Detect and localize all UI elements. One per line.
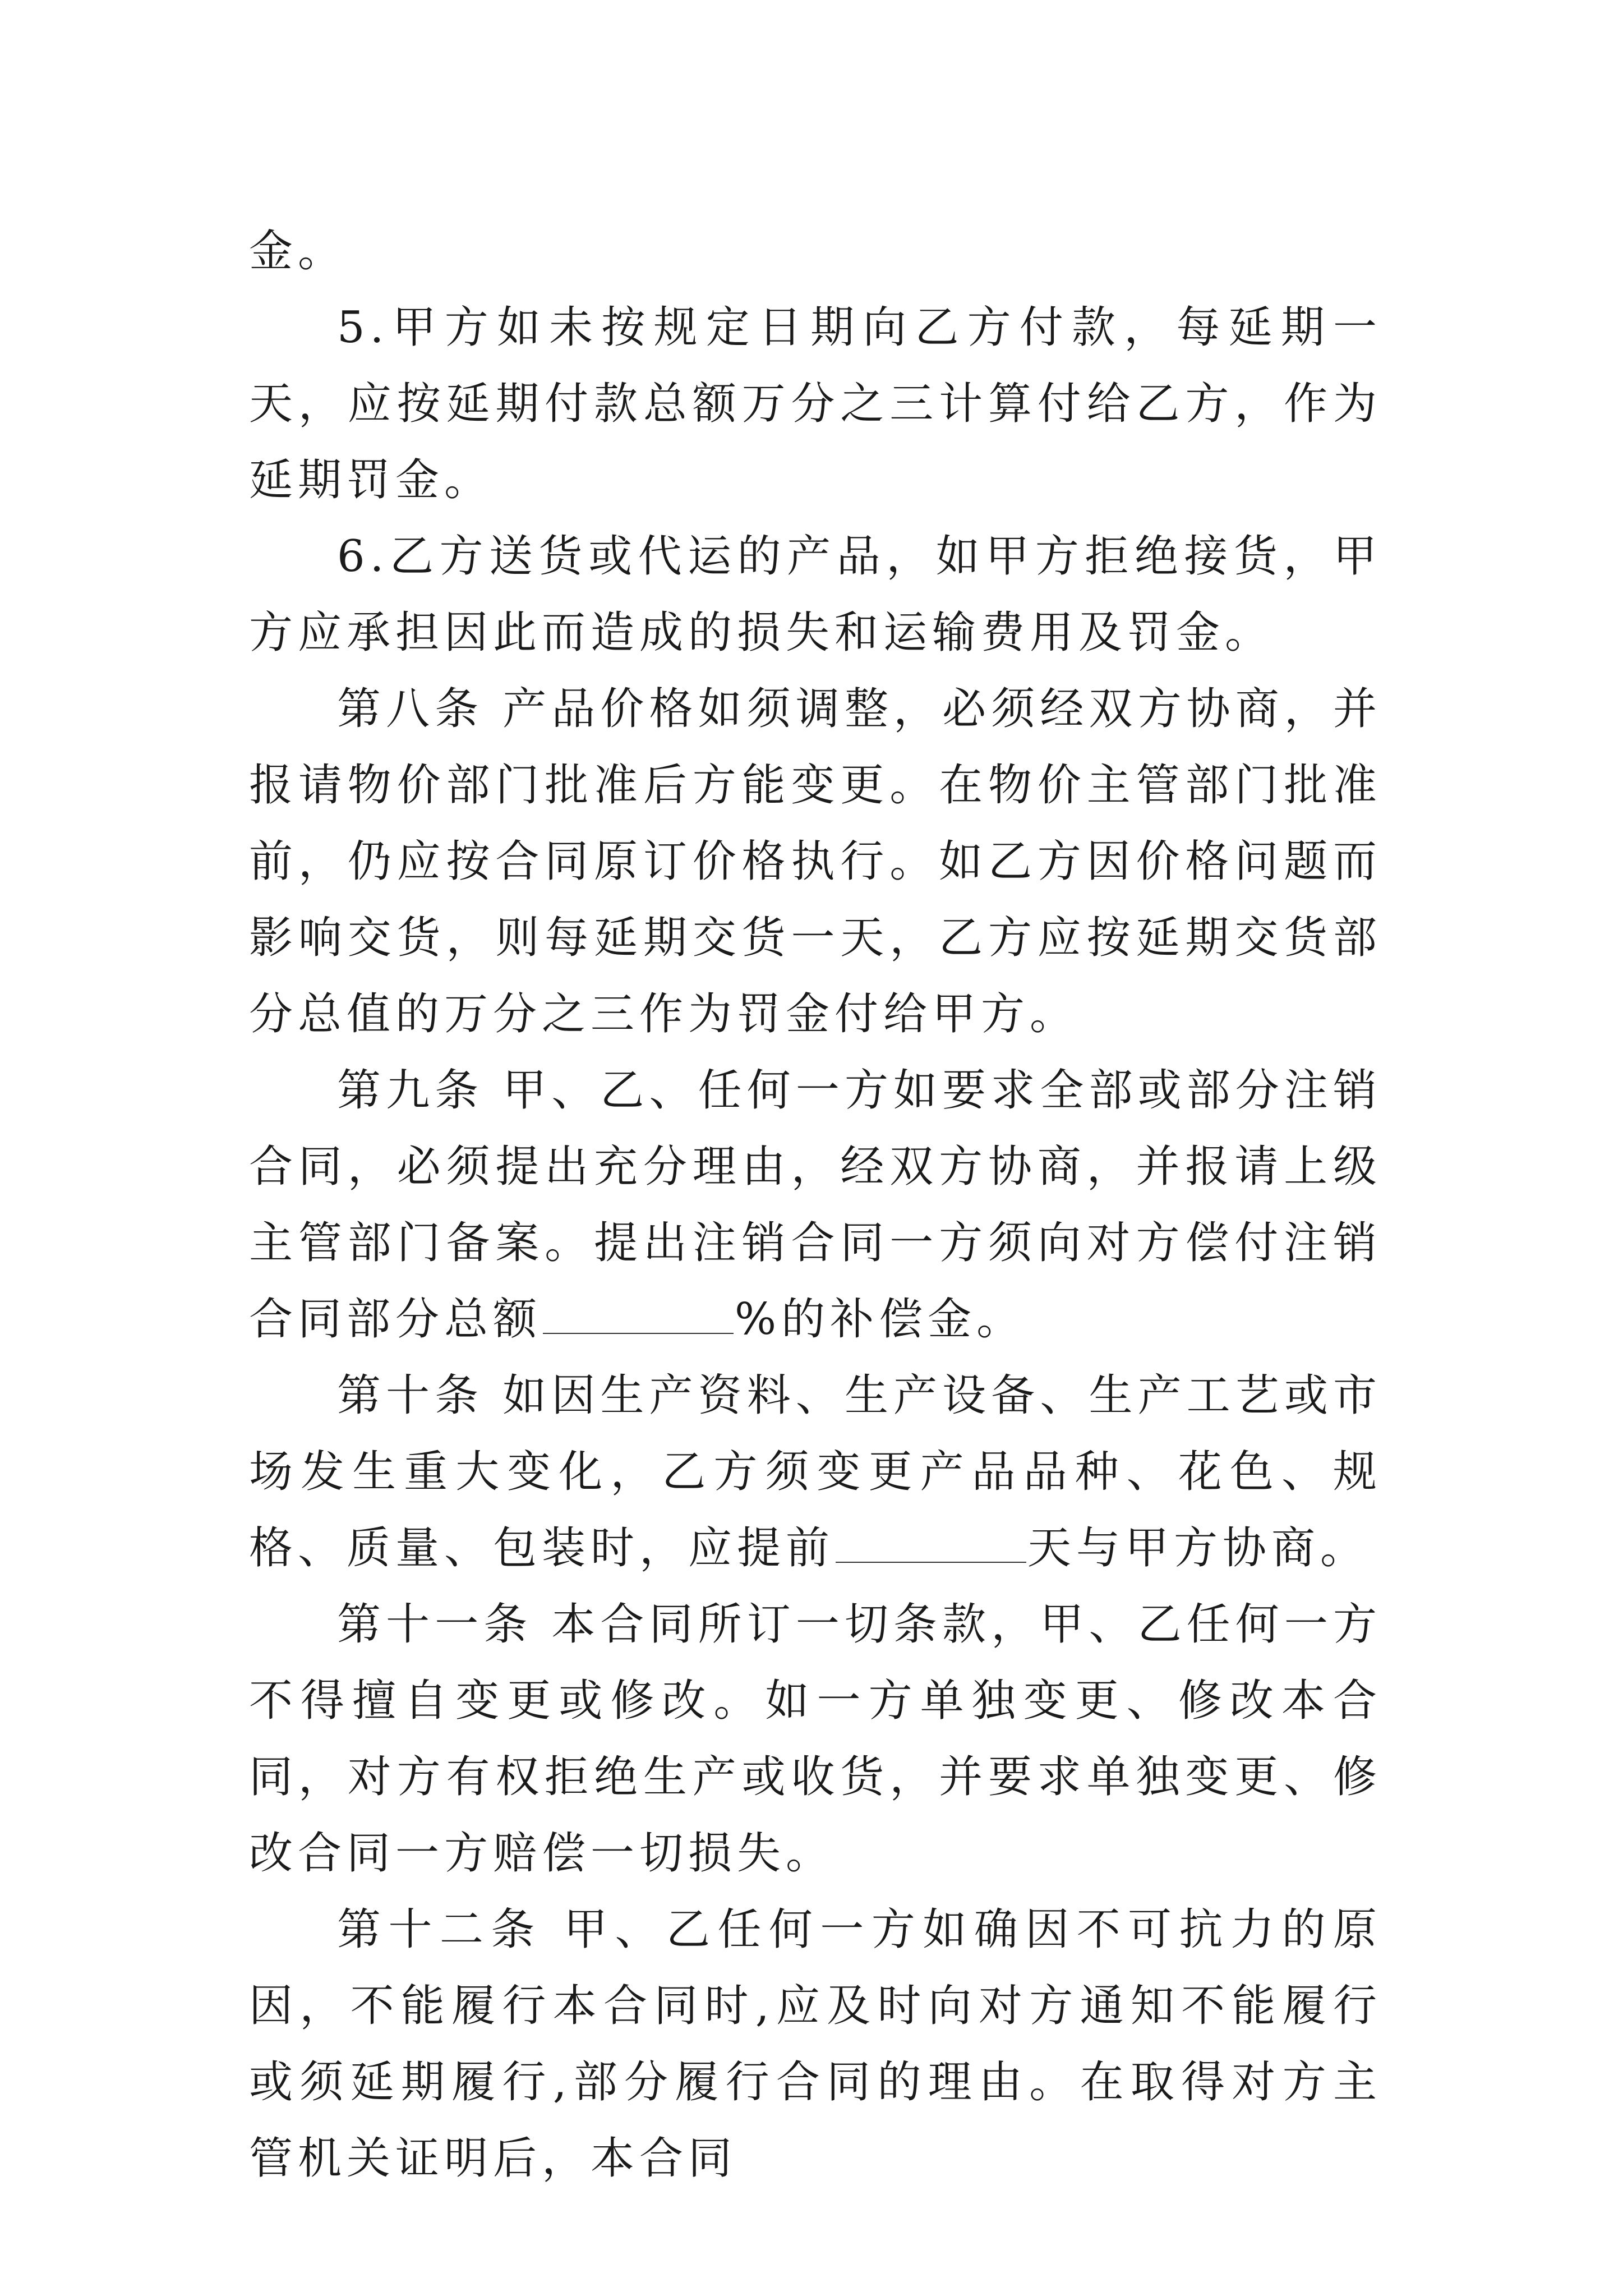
paragraph-article-9 [249,1052,1382,1358]
paragraph-text: 5.甲方如未按规定日期向乙方付款，每延期一天，应按延期付款总额万分之三计算付给乙方，作为延期罚金。 [249,302,1382,505]
paragraph-text: 第十一条 本合同所订一切条款，甲、乙任何一方不得擅自变更或修改。如一方单独变更、修改本合同，对方有权拒绝生产或收货，并要求单独变更、修改合同一方赔偿一切损失。 [249,1599,1382,1879]
paragraph-continuation [249,213,1382,289]
paragraph-text: 金。 [249,226,347,277]
paragraph-text: 第十条 如因生产资料、生产设备、生产工艺或市场发生重大变化，乙方须变更产品品种、花色、规格、质量、包装时，应提前 [249,1370,1382,1573]
fill-in-blank-percent[interactable] [543,1282,734,1334]
paragraph-item-5 [249,289,1382,518]
paragraph-item-6 [249,518,1382,671]
paragraph-article-8 [249,671,1382,1052]
paragraph-text: 第十二条 甲、乙任何一方如确因不可抗力的原因，不能履行本合同时,应及时向对方通知不能履行或须延期履行,部分履行合同的理由。在取得对方主管机关证明后，本合同 [249,1904,1382,2184]
paragraph-article-11 [249,1586,1382,1892]
paragraph-text: 第九条 甲、乙、任何一方如要求全部或部分注销合同，必须提出充分理由，经双方协商，并报请上级主管部门备案。提出注销合同一方须向对方偿付注销合同部分总额 [249,1065,1382,1345]
fill-in-blank-days[interactable] [836,1511,1026,1563]
paragraph-text: 天与甲方协商。 [1027,1523,1370,1573]
paragraph-article-10 [249,1358,1382,1586]
paragraph-article-12 [249,1892,1382,2197]
document-body [249,213,1382,2197]
paragraph-text: %的补偿金。 [735,1294,1026,1345]
paragraph-text: 6.乙方送货或代运的产品，如甲方拒绝接货，甲方应承担因此而造成的损失和运输费用及罚金。 [249,531,1382,658]
paragraph-text: 第八条 产品价格如须调整，必须经双方协商，并报请物价部门批准后方能变更。在物价主管部门批准前，仍应按合同原订价格执行。如乙方因价格问题而影响交货，则每延期交货一天，乙方应按延期交货部分总值的万分之三作为罚金付给甲方。 [249,684,1382,1039]
